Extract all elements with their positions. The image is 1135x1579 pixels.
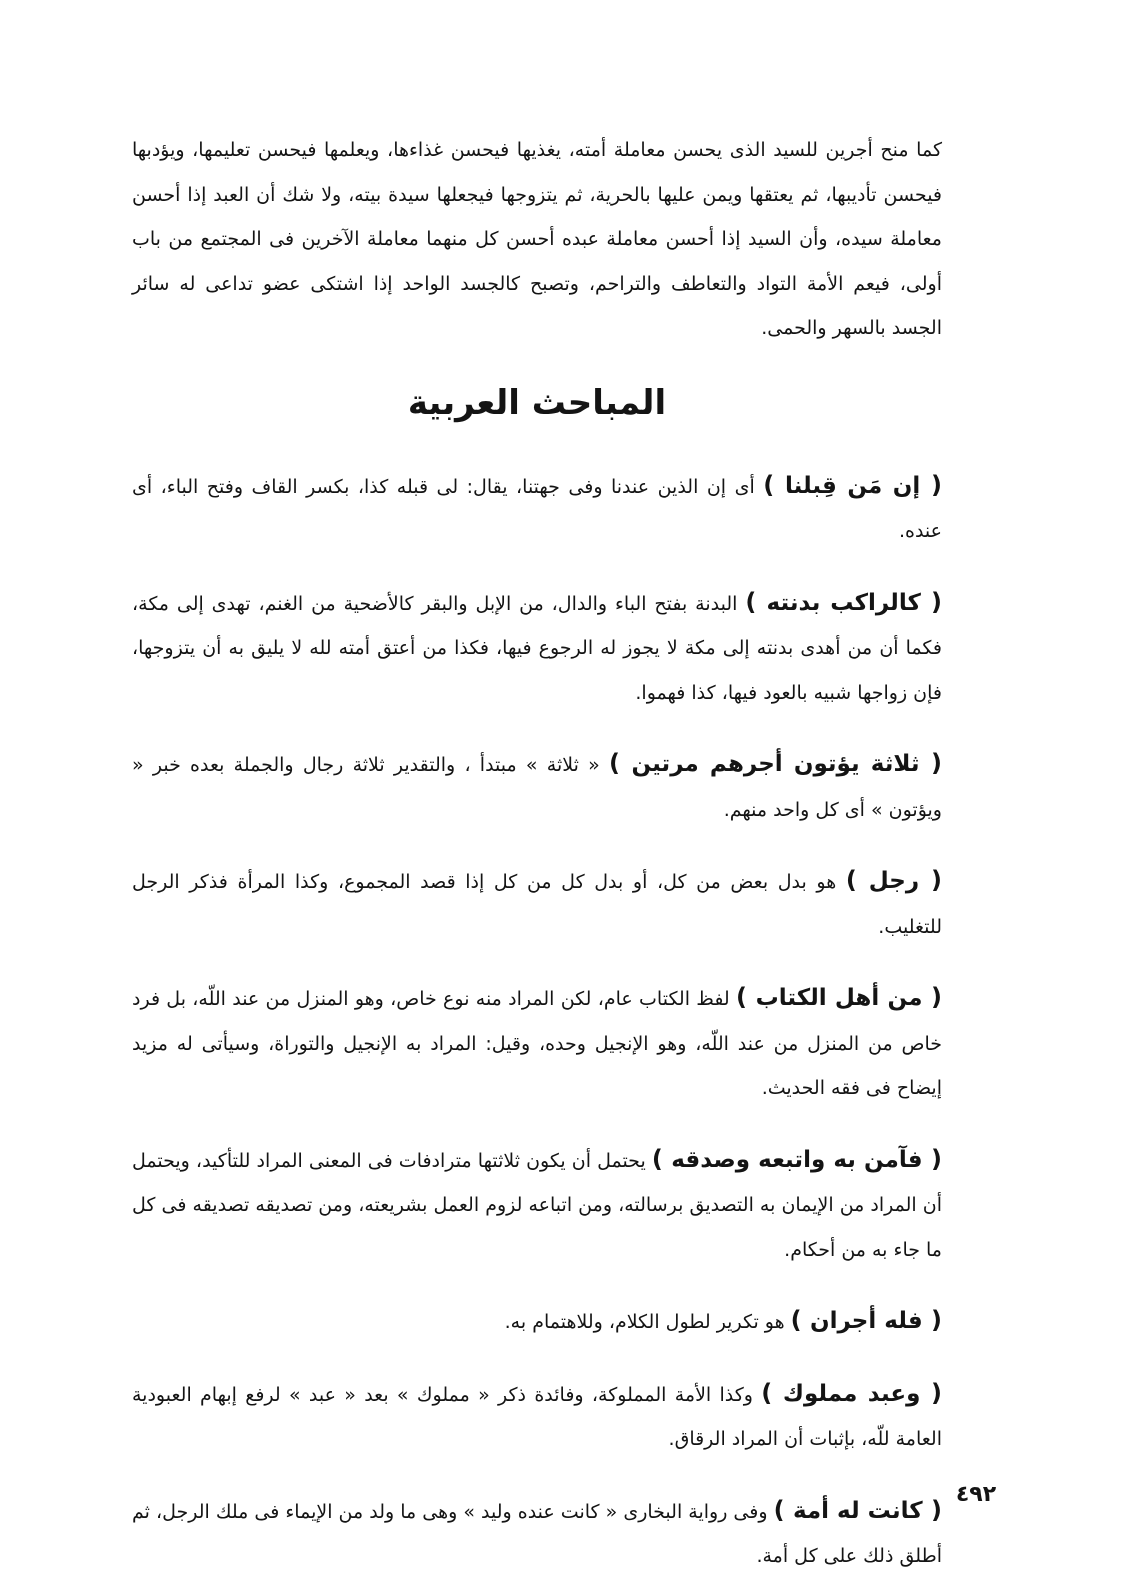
page-number: ٤٩٢ — [955, 1482, 997, 1507]
entry-term: فله أجران — [809, 1308, 923, 1334]
entry-text: أى إن الذين عندنا وفى جهتنا، يقال: لى قبله كذا، بكسر القاف وفتح الباء، أى عنده. — [132, 475, 942, 542]
entry-term: فآمن به واتبعه وصدقه — [671, 1146, 923, 1173]
open-paren: ( — [919, 749, 943, 777]
glossary-entry — [132, 463, 942, 554]
section-heading: المباحث العربية — [407, 382, 667, 423]
open-paren: ( — [919, 866, 943, 894]
open-paren: ( — [922, 983, 943, 1011]
open-paren: ( — [922, 1495, 942, 1524]
intro-line: شك أن العبد إذا أحسن معاملة سيده، وأن السيد إذا أحسن معاملة عبده أحسن كل منهما معاملة — [132, 183, 942, 250]
entry-text: لفظ الكتاب عام، لكن المراد منه نوع خاص، وهو المنزل من عند اللّه، بل فرد خاص من المنزل من عند اللّه، وهو الإنجيل وحده، وقيل: المراد به الإنجيل والتوراة، وسيأتى له مزيد إيضاح فى فقه الحديث. — [132, 988, 942, 1099]
open-paren: ( — [920, 470, 942, 499]
glossary-entry — [132, 975, 942, 1111]
close-paren: ) — [763, 470, 785, 499]
entry-text: وفى رواية البخارى « كانت عنده وليد » وهى ما ولد من الإيماء فى ملك الرجل، ثم أطلق ذلك على كل أمة. — [132, 1500, 942, 1567]
close-paren: ) — [608, 749, 632, 777]
close-paren: ) — [845, 866, 869, 894]
glossary-entry — [132, 1371, 942, 1462]
entry-term: كالراكب بدنته — [766, 589, 921, 616]
entry-term: رجل — [868, 868, 920, 894]
entry-term: ثلاثة يؤتون أجرهم مرتين — [631, 751, 920, 777]
close-paren: ) — [790, 1306, 810, 1334]
entry-text: « ثلاثة » مبتدأ ، والتقدير ثلاثة رجال والجملة بعده خبر « ويؤتون » أى كل واحد منهم. — [132, 754, 942, 821]
entry-text: يحتمل أن يكون ثلاثتها مترادفات فى المعنى المراد للتأكيد، ويحتمل أن المراد من الإيمان به التصديق برسالته، ومن اتباعه لزوم العمل بشريعته، ومن تصديقه تصديقه فى كل ما جاء به من أحكام. — [132, 1149, 942, 1261]
glossary-entry — [132, 741, 942, 832]
intro-paragraph — [132, 128, 942, 351]
glossary-entry — [132, 1137, 942, 1273]
glossary-entry — [132, 580, 942, 716]
entry-text: البدنة بفتح الباء والدال، من الإبل والبقر كالأضحية من الغنم، تهدى إلى مكة، فكما أن من أهدى بدنته إلى مكة لا يجوز له الرجوع فيها، فكذا من أعتق أمته لله لا يليق به أن يتزوجها، فإن زواجها شبيه بالعود فيها، كذا فهموا. — [132, 592, 942, 704]
open-paren: ( — [920, 1378, 942, 1407]
entry-text: هو بدل بعض من كل، أو بدل كل من كل إذا قصد المجموع، وكذا المرأة فذكر الرجل للتغليب. — [132, 871, 942, 938]
glossary-entry — [132, 1488, 942, 1579]
intro-line: الآخرين فى المجتمع من باب أولى، فيعم الأمة التواد والتعاطف والتراحم، وتصبح كالجسد الواحد — [132, 228, 942, 295]
entry-term: من أهل الكتاب — [755, 985, 923, 1011]
entry-text: وكذا الأمة المملوكة، وفائدة ذكر « مملوك » بعد « عبد » لرفع إبهام العبودية العامة للّه، بإثبات أن المراد الرقاق. — [132, 1383, 942, 1450]
intro-line: كما منح أجرين للسيد الذى يحسن معاملة أمته، يغذيها فيحسن غذاءها، ويعلمها فيحسن — [257, 139, 942, 161]
close-paren: ) — [651, 1144, 672, 1173]
close-paren: ) — [773, 1495, 793, 1524]
glossary-entry — [132, 858, 942, 949]
intro-text — [132, 128, 942, 351]
entry-text: هو تكرير لطول الكلام، وللاهتمام به. — [504, 1311, 785, 1333]
open-paren: ( — [920, 587, 943, 616]
intro-line: إذا اشتكى عضو تداعى له سائر الجسد بالسهر والحمى. — [132, 272, 942, 339]
close-paren: ) — [736, 983, 756, 1011]
close-paren: ) — [761, 1378, 783, 1407]
entry-term: إن مَن قِبلنا — [785, 472, 921, 499]
glossary-entry — [132, 1298, 942, 1345]
page-body — [132, 128, 942, 1579]
entry-term: كانت له أمة — [792, 1497, 923, 1524]
open-paren: ( — [922, 1306, 942, 1334]
entry-term: وعبد مملوك — [782, 1380, 921, 1407]
intro-line: تعليمها، ويؤدبها فيحسن تأديبها، ثم يعتقها ويمن عليها بالحرية، ثم يتزوجها فيجعلها سيدة بيته، ولا — [132, 139, 943, 206]
glossary-list — [132, 463, 942, 1579]
close-paren: ) — [745, 587, 767, 616]
open-paren: ( — [922, 1144, 942, 1173]
